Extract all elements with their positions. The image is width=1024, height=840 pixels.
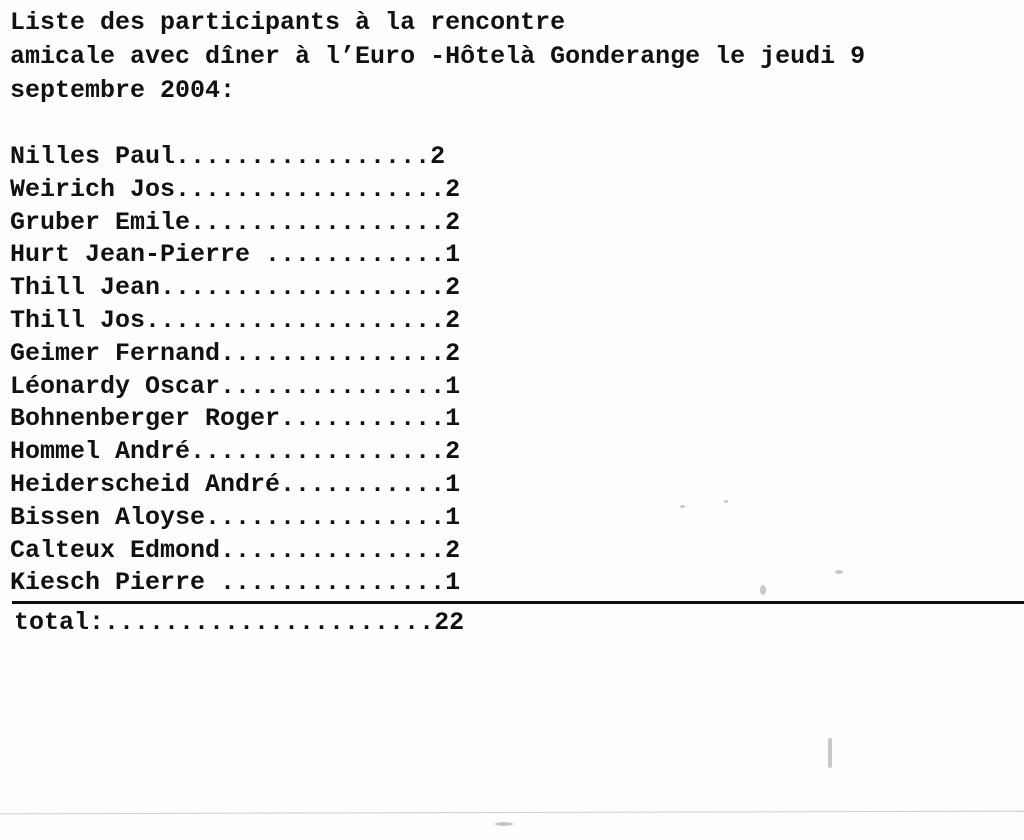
participant-entry: Nilles Paul.................2 — [10, 142, 446, 171]
participant-entry: Thill Jos....................2 — [10, 305, 461, 335]
document-title-line-3: septembre 2004: — [10, 76, 236, 105]
participant-list — [10, 141, 460, 600]
scan-speck — [724, 500, 728, 503]
total-line: total:......................22 — [14, 608, 465, 637]
participant-entry: Bohnenberger Roger...........1 — [10, 404, 461, 434]
page-bottom-edge — [0, 811, 1024, 815]
scan-speck — [828, 738, 832, 768]
participant-entry: Léonardy Oscar...............1 — [10, 371, 461, 401]
scan-speck — [680, 505, 685, 508]
participant-entry: Thill Jean...................2 — [10, 273, 461, 303]
participant-entry: Geimer Fernand...............2 — [10, 338, 461, 368]
scan-speck — [835, 570, 843, 574]
scan-speck — [760, 585, 766, 595]
document-title-line-1: Liste des participants à la rencontre — [10, 8, 566, 37]
participant-entry: Kiesch Pierre ...............1 — [10, 568, 461, 598]
participant-entry: Weirich Jos..................2 — [10, 174, 461, 204]
document-title-line-2: amicale avec dîner à l’Euro -Hôtelà Gonderange le jeudi 9 — [10, 42, 866, 71]
participant-entry: Hommel André.................2 — [10, 437, 461, 467]
scan-speck — [495, 822, 513, 826]
total-divider-line — [12, 601, 1024, 604]
participant-entry: Heiderscheid André...........1 — [10, 469, 461, 499]
participant-entry: Bissen Aloyse................1 — [10, 502, 461, 532]
participant-entry: Gruber Emile.................2 — [10, 207, 461, 237]
participant-entry: Calteux Edmond...............2 — [10, 535, 461, 565]
participant-entry: Hurt Jean-Pierre ............1 — [10, 240, 461, 270]
